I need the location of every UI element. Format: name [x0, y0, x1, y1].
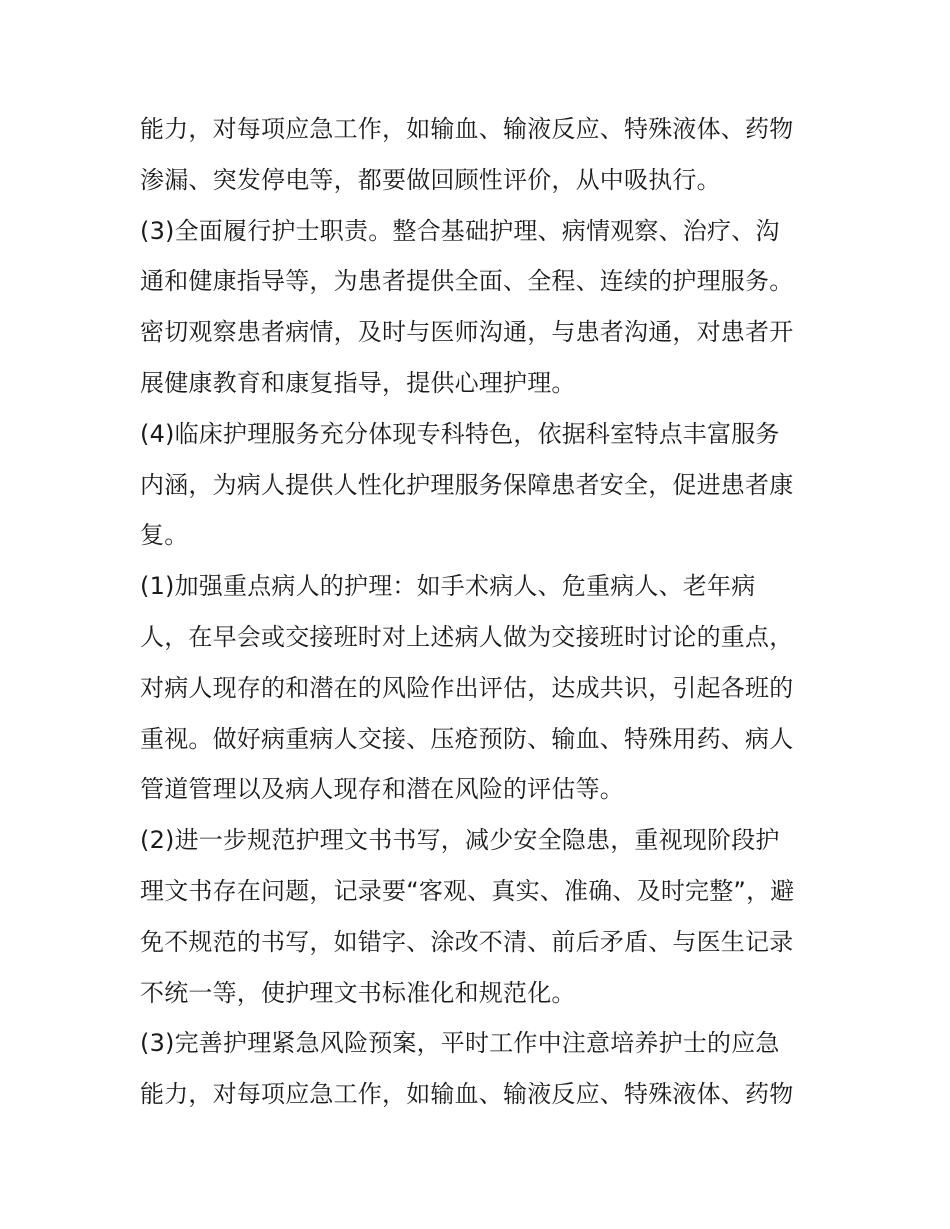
- text-line-12: 对病人现存的和潜在的风险作出评估，达成共识，引起各班的: [140, 673, 794, 702]
- text-line-17: 免不规范的书写，如错字、涂改不清、前后矛盾、与医生记录: [140, 927, 794, 956]
- text-line-8: 内涵，为病人提供人性化护理服务保障患者安全，促进患者康: [140, 470, 794, 499]
- document-body: [140, 104, 820, 1120]
- text-line-6: 展健康教育和康复指导，提供心理护理。: [140, 368, 576, 397]
- text-line-18: 不统一等，使护理文书标准化和规范化。: [140, 978, 576, 1007]
- text-line-19: (3)完善护理紧急风险预案，平时工作中注意培养护士的应急: [140, 1029, 780, 1058]
- text-line-15: (2)进一步规范护理文书书写，减少安全隐患，重视现阶段护: [140, 826, 780, 855]
- text-line-3: (3)全面履行护士职责。整合基础护理、病情观察、治疗、沟: [140, 216, 780, 245]
- text-line-2: 渗漏、突发停电等，都要做回顾性评价，从中吸执行。: [140, 165, 721, 194]
- text-line-14: 管道管理以及病人现存和潜在风险的评估等。: [140, 775, 624, 804]
- text-line-9: 复。: [140, 521, 189, 550]
- text-line-16: 理文书存在问题，记录要“客观、真实、准确、及时完整”，避: [140, 876, 795, 905]
- text-line-20: 能力，对每项应急工作，如输血、输液反应、特殊液体、药物: [140, 1080, 794, 1109]
- text-line-10: (1)加强重点病人的护理：如手术病人、危重病人、老年病: [140, 572, 756, 601]
- text-line-4: 通和健康指导等，为患者提供全面、全程、连续的护理服务。: [140, 267, 794, 296]
- text-line-5: 密切观察患者病情，及时与医师沟通，与患者沟通，对患者开: [140, 318, 794, 347]
- text-line-1: 能力，对每项应急工作，如输血、输液反应、特殊液体、药物: [140, 115, 794, 143]
- text-line-7: (4)临床护理服务充分体现专科特色，依据科室特点丰富服务: [140, 419, 780, 448]
- text-line-11: 人，在早会或交接班时对上述病人做为交接班时讨论的重点，: [140, 622, 794, 651]
- text-line-13: 重视。做好病重病人交接、压疮预防、输血、特殊用药、病人: [140, 724, 794, 753]
